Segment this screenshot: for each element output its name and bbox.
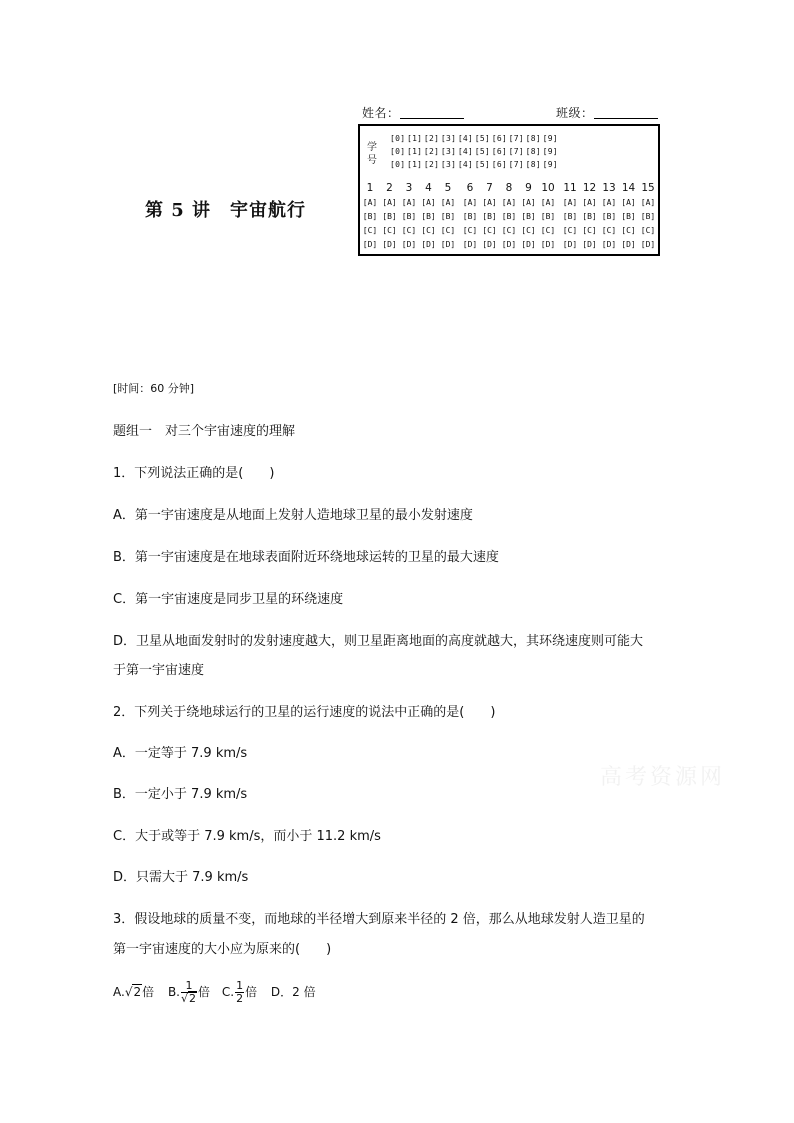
answer-bubble[interactable]: [C] [401,226,417,235]
q1-option-b: B．第一宇宙速度是在地球表面附近环绕地球运转的卫星的最大速度 [113,550,499,565]
answer-bubble[interactable]: [C] [621,226,636,235]
digit-bubble[interactable]: [2] [423,147,440,156]
q3-option-c [221,979,261,1005]
q1-option-d-line1: D．卫星从地面发射时的发射速度越大，则卫星距离地面的高度就越大，其环绕速度则可能大 [113,634,644,649]
student-id-row [390,134,560,143]
digit-bubble[interactable]: [5] [474,147,491,156]
q3-c-denominator: 2 [236,992,244,1005]
answer-bubble[interactable]: [D] [382,240,397,249]
digit-bubble[interactable]: [9] [542,160,558,169]
time-note: [时间：60 分钟] [113,382,195,395]
q3-c-prefix: C. [221,985,235,999]
q3-b-radicand: 2 [189,992,197,1005]
q3-c-numerator: 1 [236,979,244,992]
answer-bubble[interactable]: [A] [482,198,497,207]
digit-bubble[interactable]: [0] [390,134,406,143]
question-number: 7 [486,182,493,194]
q3-a-suffix: 倍 [142,985,155,999]
q3-stem-line2: 第一宇宙速度的大小应为原来的( ) [113,942,332,957]
digit-bubble[interactable]: [4] [457,147,474,156]
page-title: 第 5 讲 宇宙航行 [145,200,307,221]
digit-bubble[interactable]: [3] [440,134,457,143]
answer-bubble[interactable]: [C] [362,226,378,235]
question-number: 5 [444,182,452,194]
q3-a-radicand: 2 [133,985,142,999]
answer-bubble[interactable]: [B] [562,212,578,221]
answer-bubble[interactable]: [B] [582,212,597,221]
q3-option-d: D．2 倍 [270,985,316,999]
answer-bubble[interactable]: [B] [462,212,478,221]
question-number: 10 [541,182,555,194]
answer-bubble[interactable]: [D] [621,240,636,249]
sid-label-char-1: 学 [367,142,377,153]
question-number: 15 [641,182,655,194]
class-field [556,104,658,121]
answer-bubble[interactable]: [D] [562,240,578,249]
question-number: 4 [425,182,432,194]
q2-option-c: C．大于或等于 7.9 km/s，而小于 11.2 km/s [113,829,381,844]
question-number: 12 [582,182,597,194]
answer-bubble[interactable]: [A] [382,198,397,207]
digit-bubble[interactable]: [1] [406,134,423,143]
q2-option-d: D．只需大于 7.9 km/s [113,870,249,885]
question-number: 8 [505,182,513,194]
sqrt-symbol: √2 [124,985,142,999]
digit-bubble[interactable]: [1] [406,160,423,169]
digit-bubble[interactable]: [0] [390,160,406,169]
answer-bubble[interactable]: [A] [640,198,656,207]
question-number: 13 [602,182,616,194]
name-label: 姓名： [362,106,400,120]
answer-bubble[interactable]: [B] [501,212,517,221]
answer-bubble[interactable]: [D] [640,240,656,249]
class-label: 班级： [556,106,594,120]
digit-bubble[interactable]: [4] [457,134,474,143]
student-id-row [390,160,560,169]
answer-bubble[interactable]: [B] [401,212,417,221]
watermark: 高考资源网 [600,765,726,790]
answer-bubble[interactable]: [D] [540,240,556,249]
name-field [362,104,464,121]
answer-bubble[interactable]: [A] [582,198,597,207]
q3-c-suffix: 倍 [245,985,258,999]
answer-bubble[interactable]: [B] [540,212,556,221]
answer-bubble[interactable]: [D] [462,240,478,249]
fraction [235,980,244,1005]
answer-bubble[interactable]: [B] [362,212,378,221]
question-number: 9 [525,182,532,194]
question-number: 14 [621,182,636,194]
answer-bubble[interactable]: [B] [601,212,617,221]
question-number: 11 [563,182,577,194]
digit-bubble[interactable]: [5] [474,134,491,143]
class-blank[interactable] [594,106,658,119]
sqrt-symbol: √2 [181,992,197,1005]
question-number: 3 [405,182,413,194]
digit-bubble[interactable]: [6] [491,147,508,156]
answer-bubble[interactable]: [D] [501,240,517,249]
q1-option-a: A．第一宇宙速度是从地面上发射人造地球卫星的最小发射速度 [113,508,473,523]
question-number: 2 [386,182,393,194]
digit-bubble[interactable]: [8] [525,160,541,169]
q3-option-a [113,985,158,999]
name-blank[interactable] [400,106,464,119]
q1-option-d-line2: 于第一宇宙速度 [113,663,205,678]
answer-bubble[interactable]: [A] [401,198,417,207]
answer-bubble[interactable]: [B] [521,212,536,221]
fraction [181,980,197,1005]
answer-bubble[interactable]: [B] [421,212,436,221]
question-number: 1 [366,182,374,194]
q2-stem: 2．下列关于绕地球运行的卫星的运行速度的说法中正确的是( ) [113,705,496,720]
answer-bubble[interactable]: [A] [440,198,456,207]
answer-bubble[interactable]: [A] [421,198,436,207]
answer-bubble[interactable]: [C] [482,226,497,235]
q3-b-suffix: 倍 [198,985,211,999]
answer-bubble[interactable]: [A] [362,198,378,207]
answer-bubble[interactable]: [C] [582,226,597,235]
answer-bubble[interactable]: [C] [601,226,617,235]
digit-bubble[interactable]: [5] [474,160,491,169]
question-group-1: 题组一 对三个宇宙速度的理解 [113,424,296,439]
student-id-row [390,147,560,156]
q1-stem: 1．下列说法正确的是( ) [113,466,275,481]
answer-bubble[interactable]: [B] [440,212,456,221]
answer-bubble[interactable]: [A] [521,198,536,207]
answer-bubble[interactable]: [A] [462,198,478,207]
digit-bubble[interactable]: [9] [542,147,558,156]
answer-bubble[interactable]: [A] [501,198,517,207]
q3-a-prefix: A. [113,985,125,999]
digit-bubble[interactable]: [3] [440,147,457,156]
answer-sheet [358,124,660,256]
answer-bubble[interactable]: [D] [582,240,597,249]
q1-option-c: C．第一宇宙速度是同步卫星的环绕速度 [113,592,344,607]
answer-bubble[interactable]: [A] [621,198,636,207]
answer-bubble[interactable]: [A] [562,198,578,207]
answer-bubble[interactable]: [D] [601,240,617,249]
q2-option-b: B．一定小于 7.9 km/s [113,787,248,802]
answer-bubble[interactable]: [A] [601,198,617,207]
digit-bubble[interactable]: [2] [423,134,440,143]
digit-bubble[interactable]: [9] [542,134,558,143]
digit-bubble[interactable]: [4] [457,160,474,169]
q3-option-b [167,979,214,1005]
question-number: 6 [466,182,474,194]
digit-bubble[interactable]: [1] [406,147,423,156]
answer-bubble[interactable]: [D] [440,240,456,249]
answer-bubble[interactable]: [D] [401,240,417,249]
student-id-label [366,141,378,167]
answer-bubble[interactable]: [B] [621,212,636,221]
digit-bubble[interactable]: [6] [491,160,508,169]
answer-bubble[interactable]: [A] [540,198,556,207]
answer-bubble[interactable]: [C] [382,226,397,235]
digit-bubble[interactable]: [6] [491,134,508,143]
answer-bubble[interactable]: [C] [521,226,536,235]
answer-bubble[interactable]: [C] [540,226,556,235]
q3-b-numerator: 1 [181,980,197,993]
digit-bubble[interactable]: [7] [508,134,525,143]
q3-options [113,980,316,1005]
digit-bubble[interactable]: [7] [508,160,525,169]
answer-bubble[interactable]: [B] [482,212,497,221]
answer-bubble[interactable]: [C] [562,226,578,235]
answer-bubble[interactable]: [D] [482,240,497,249]
sid-label-char-2: 号 [367,155,377,166]
answer-bubble[interactable]: [C] [440,226,456,235]
q3-b-prefix: B. [167,985,180,999]
answer-bubble[interactable]: [C] [421,226,436,235]
digit-bubble[interactable]: [7] [508,147,525,156]
digit-bubble[interactable]: [8] [525,147,541,156]
q3-stem-line1: 3．假设地球的质量不变，而地球的半径增大到原来半径的 2 倍，那么从地球发射人造卫星的 [113,912,645,927]
answer-bubble[interactable]: [C] [501,226,517,235]
answer-bubble[interactable]: [C] [462,226,478,235]
digit-bubble[interactable]: [8] [525,134,541,143]
answer-bubble[interactable]: [D] [521,240,536,249]
answer-bubble[interactable]: [D] [421,240,436,249]
answer-bubble[interactable]: [D] [362,240,378,249]
answer-bubble[interactable]: [B] [382,212,397,221]
answer-bubble[interactable]: [B] [640,212,656,221]
digit-bubble[interactable]: [2] [423,160,440,169]
q2-option-a: A．一定等于 7.9 km/s [113,746,248,761]
digit-bubble[interactable]: [3] [440,160,457,169]
answer-bubble[interactable]: [C] [640,226,656,235]
digit-bubble[interactable]: [0] [390,147,406,156]
